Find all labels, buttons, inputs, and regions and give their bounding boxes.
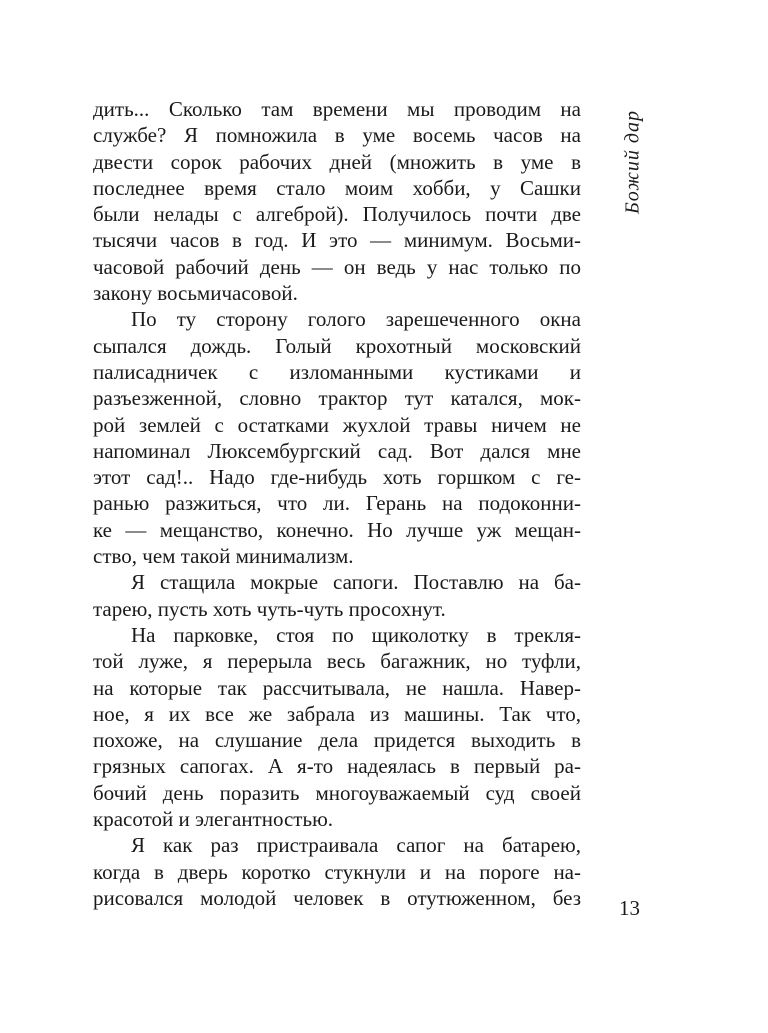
text-line: разъезженной, словно трактор тут катался, мок- bbox=[93, 386, 581, 411]
text-line: той луже, я перерыла весь багажник, но туфли, bbox=[93, 649, 581, 674]
text-line: тарею, пусть хоть чуть-чуть просохнут. bbox=[93, 596, 446, 621]
text-line: ное, я их все же забрала из машины. Так что, bbox=[93, 701, 581, 726]
text-line: На парковке, стоя по щиколотку в трекля- bbox=[131, 622, 581, 647]
body-text bbox=[93, 96, 581, 911]
text-line: были нелады с алгеброй). Получилось почти две bbox=[93, 202, 581, 227]
text-line: ство, чем такой минимализм. bbox=[93, 544, 354, 569]
text-line: ранью разжиться, что ли. Герань на подоконни- bbox=[93, 491, 581, 516]
text-line: красотой и элегантностью. bbox=[93, 807, 334, 832]
text-line: Я стащила мокрые сапоги. Поставлю на ба- bbox=[131, 570, 581, 595]
text-line: двести сорок рабочих дней (множить в уме в bbox=[93, 149, 581, 174]
running-head bbox=[618, 104, 648, 219]
text-line: тысячи часов в год. И это — минимум. Восьми- bbox=[93, 228, 581, 253]
text-line: этот сад!.. Надо где-нибудь хоть горшком с ге- bbox=[93, 465, 581, 490]
text-line: рисовался молодой человек в отутюженном, без bbox=[93, 885, 581, 910]
text-line: Я как раз пристраивала сапог на батарею, bbox=[131, 833, 581, 858]
text-line: По ту сторону голого зарешеченного окна bbox=[131, 307, 581, 332]
text-line: рой землей с остатками жухлой травы ничем не bbox=[93, 412, 581, 437]
text-line: часовой рабочий день — он ведь у нас только по bbox=[93, 254, 581, 279]
text-line: ке — мещанство, конечно. Но лучше уж мещан- bbox=[93, 517, 581, 542]
text-line: бочий день поразить многоуважаемый суд своей bbox=[93, 780, 581, 805]
text-line: палисадничек с изломанными кустиками и bbox=[93, 359, 581, 384]
text-line: похоже, на слушание дела придется выходить в bbox=[93, 728, 581, 753]
text-line: на которые так рассчитывала, не нашла. Навер- bbox=[93, 675, 581, 700]
text-line: службе? Я помножила в уме восемь часов на bbox=[93, 123, 581, 148]
text-line: сыпался дождь. Голый крохотный московский bbox=[93, 333, 581, 358]
text-line: дить... Сколько там времени мы проводим на bbox=[93, 97, 581, 121]
text-line: напоминал Люксембургский сад. Вот дался мне bbox=[93, 438, 581, 463]
text-line: последнее время стало моим хобби, у Сашки bbox=[93, 175, 581, 200]
text-line: грязных сапогах. А я-то надеялась в первый ра- bbox=[93, 754, 581, 779]
text-line: когда в дверь коротко стукнули и на пороге на- bbox=[93, 859, 581, 884]
running-head-title: Божий дар bbox=[621, 109, 644, 214]
page-number: 13 bbox=[619, 896, 640, 920]
text-line: закону восьмичасовой. bbox=[93, 281, 298, 306]
